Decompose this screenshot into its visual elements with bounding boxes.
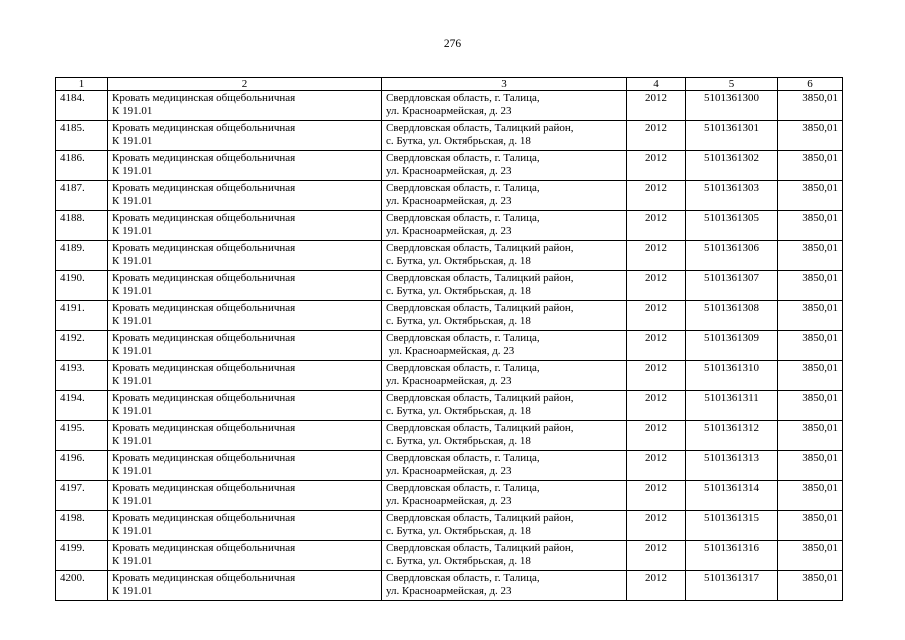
item-model-line: К 191.01 — [112, 285, 153, 297]
item-cost: 3850,01 — [778, 391, 843, 421]
item-name-line: Кровать медицинская общебольничная — [112, 482, 296, 494]
inventory-number: 5101361315 — [686, 511, 778, 541]
row-number: 4199. — [56, 541, 108, 571]
row-number: 4196. — [56, 451, 108, 481]
item-name-line: Кровать медицинская общебольничная — [112, 212, 296, 224]
item-cost: 3850,01 — [778, 121, 843, 151]
item-year: 2012 — [627, 91, 686, 121]
address-line-2: ул. Красноармейская, д. 23 — [386, 225, 512, 237]
item-name — [108, 151, 382, 181]
item-cost: 3850,01 — [778, 451, 843, 481]
table-header — [56, 78, 843, 91]
row-number: 4193. — [56, 361, 108, 391]
address-line-2: ул. Красноармейская, д. 23 — [386, 195, 512, 207]
row-number: 4198. — [56, 511, 108, 541]
item-year: 2012 — [627, 391, 686, 421]
item-name-line: Кровать медицинская общебольничная — [112, 122, 296, 134]
item-address — [382, 301, 627, 331]
column-header-name: 2 — [108, 78, 382, 91]
address-line-1: Свердловская область, Талицкий район, — [386, 542, 574, 554]
inventory-number: 5101361300 — [686, 91, 778, 121]
item-year: 2012 — [627, 361, 686, 391]
header-row — [56, 78, 843, 91]
item-name — [108, 511, 382, 541]
inventory-number: 5101361309 — [686, 331, 778, 361]
item-year: 2012 — [627, 241, 686, 271]
row-number: 4200. — [56, 571, 108, 601]
row-number: 4189. — [56, 241, 108, 271]
item-address — [382, 451, 627, 481]
table-body — [56, 91, 843, 601]
row-number: 4186. — [56, 151, 108, 181]
item-name-line: Кровать медицинская общебольничная — [112, 152, 296, 164]
item-name — [108, 421, 382, 451]
inventory-number: 5101361314 — [686, 481, 778, 511]
item-name-line: Кровать медицинская общебольничная — [112, 392, 296, 404]
address-line-2: ул. Красноармейская, д. 23 — [386, 105, 512, 117]
address-line-2: ул. Красноармейская, д. 23 — [386, 345, 515, 357]
item-year: 2012 — [627, 271, 686, 301]
item-name-line: Кровать медицинская общебольничная — [112, 362, 296, 374]
property-registry-table — [55, 77, 843, 601]
inventory-number: 5101361302 — [686, 151, 778, 181]
item-name — [108, 391, 382, 421]
inventory-number: 5101361307 — [686, 271, 778, 301]
inventory-number: 5101361310 — [686, 361, 778, 391]
table-row — [56, 481, 843, 511]
row-number: 4188. — [56, 211, 108, 241]
item-address — [382, 481, 627, 511]
item-address — [382, 511, 627, 541]
item-name-line: Кровать медицинская общебольничная — [112, 182, 296, 194]
item-cost: 3850,01 — [778, 331, 843, 361]
item-cost: 3850,01 — [778, 481, 843, 511]
column-header-year: 4 — [627, 78, 686, 91]
item-model-line: К 191.01 — [112, 555, 153, 567]
table-row — [56, 421, 843, 451]
address-line-1: Свердловская область, Талицкий район, — [386, 242, 574, 254]
row-number: 4197. — [56, 481, 108, 511]
item-name — [108, 451, 382, 481]
table-row — [56, 151, 843, 181]
item-cost: 3850,01 — [778, 361, 843, 391]
inventory-number: 5101361316 — [686, 541, 778, 571]
item-address — [382, 91, 627, 121]
address-line-2: ул. Красноармейская, д. 23 — [386, 495, 512, 507]
inventory-number: 5101361308 — [686, 301, 778, 331]
row-number: 4191. — [56, 301, 108, 331]
inventory-number: 5101361313 — [686, 451, 778, 481]
address-line-1: Свердловская область, г. Талица, — [386, 152, 540, 164]
item-name-line: Кровать медицинская общебольничная — [112, 542, 296, 554]
address-line-1: Свердловская область, Талицкий район, — [386, 122, 574, 134]
table-row — [56, 331, 843, 361]
item-name-line: Кровать медицинская общебольничная — [112, 452, 296, 464]
item-address — [382, 241, 627, 271]
address-line-2: ул. Красноармейская, д. 23 — [386, 465, 512, 477]
item-cost: 3850,01 — [778, 541, 843, 571]
item-address — [382, 571, 627, 601]
address-line-2: с. Бутка, ул. Октябрьская, д. 18 — [386, 525, 531, 537]
address-line-2: с. Бутка, ул. Октябрьская, д. 18 — [386, 315, 531, 327]
item-model-line: К 191.01 — [112, 135, 153, 147]
inventory-number: 5101361317 — [686, 571, 778, 601]
item-name-line: Кровать медицинская общебольничная — [112, 272, 296, 284]
table-row — [56, 571, 843, 601]
row-number: 4194. — [56, 391, 108, 421]
inventory-number: 5101361312 — [686, 421, 778, 451]
inventory-number: 5101361303 — [686, 181, 778, 211]
item-model-line: К 191.01 — [112, 255, 153, 267]
row-number: 4185. — [56, 121, 108, 151]
inventory-number: 5101361301 — [686, 121, 778, 151]
item-name-line: Кровать медицинская общебольничная — [112, 302, 296, 314]
item-name — [108, 271, 382, 301]
item-year: 2012 — [627, 211, 686, 241]
table-row — [56, 541, 843, 571]
address-line-2: с. Бутка, ул. Октябрьская, д. 18 — [386, 435, 531, 447]
row-number: 4184. — [56, 91, 108, 121]
table-row — [56, 181, 843, 211]
table-row — [56, 91, 843, 121]
address-line-2: ул. Красноармейская, д. 23 — [386, 165, 512, 177]
inventory-number: 5101361306 — [686, 241, 778, 271]
address-line-2: с. Бутка, ул. Октябрьская, д. 18 — [386, 135, 531, 147]
item-address — [382, 181, 627, 211]
address-line-2: с. Бутка, ул. Октябрьская, д. 18 — [386, 405, 531, 417]
item-address — [382, 421, 627, 451]
item-model-line: К 191.01 — [112, 405, 153, 417]
item-model-line: К 191.01 — [112, 345, 153, 357]
item-year: 2012 — [627, 451, 686, 481]
item-year: 2012 — [627, 301, 686, 331]
column-header-inventory: 5 — [686, 78, 778, 91]
item-model-line: К 191.01 — [112, 525, 153, 537]
item-cost: 3850,01 — [778, 211, 843, 241]
item-name — [108, 481, 382, 511]
item-year: 2012 — [627, 121, 686, 151]
item-model-line: К 191.01 — [112, 585, 153, 597]
address-line-1: Свердловская область, г. Талица, — [386, 212, 540, 224]
item-name-line: Кровать медицинская общебольничная — [112, 422, 296, 434]
address-line-2: ул. Красноармейская, д. 23 — [386, 585, 512, 597]
item-model-line: К 191.01 — [112, 315, 153, 327]
row-number: 4187. — [56, 181, 108, 211]
table-row — [56, 121, 843, 151]
item-address — [382, 391, 627, 421]
inventory-number: 5101361305 — [686, 211, 778, 241]
table-row — [56, 211, 843, 241]
address-line-2: с. Бутка, ул. Октябрьская, д. 18 — [386, 555, 531, 567]
address-line-1: Свердловская область, Талицкий район, — [386, 512, 574, 524]
item-year: 2012 — [627, 331, 686, 361]
item-year: 2012 — [627, 181, 686, 211]
item-cost: 3850,01 — [778, 301, 843, 331]
table-row — [56, 361, 843, 391]
item-name — [108, 361, 382, 391]
item-year: 2012 — [627, 421, 686, 451]
address-line-1: Свердловская область, Талицкий район, — [386, 392, 574, 404]
item-year: 2012 — [627, 541, 686, 571]
item-name — [108, 211, 382, 241]
item-name — [108, 541, 382, 571]
item-model-line: К 191.01 — [112, 195, 153, 207]
item-year: 2012 — [627, 151, 686, 181]
item-model-line: К 191.01 — [112, 495, 153, 507]
item-model-line: К 191.01 — [112, 165, 153, 177]
item-address — [382, 331, 627, 361]
table-row — [56, 511, 843, 541]
table-row — [56, 391, 843, 421]
item-name — [108, 91, 382, 121]
row-number: 4192. — [56, 331, 108, 361]
item-name-line: Кровать медицинская общебольничная — [112, 332, 296, 344]
address-line-1: Свердловская область, г. Талица, — [386, 482, 540, 494]
item-address — [382, 541, 627, 571]
item-name — [108, 121, 382, 151]
row-number: 4195. — [56, 421, 108, 451]
page-number: 276 — [443, 38, 462, 50]
item-name — [108, 571, 382, 601]
item-name — [108, 241, 382, 271]
item-name — [108, 301, 382, 331]
item-year: 2012 — [627, 511, 686, 541]
item-name — [108, 331, 382, 361]
item-name-line: Кровать медицинская общебольничная — [112, 512, 296, 524]
item-address — [382, 271, 627, 301]
address-line-2: с. Бутка, ул. Октябрьская, д. 18 — [386, 285, 531, 297]
address-line-1: Свердловская область, г. Талица, — [386, 92, 540, 104]
row-number: 4190. — [56, 271, 108, 301]
item-year: 2012 — [627, 481, 686, 511]
item-model-line: К 191.01 — [112, 105, 153, 117]
table-row — [56, 451, 843, 481]
item-cost: 3850,01 — [778, 421, 843, 451]
table-row — [56, 271, 843, 301]
address-line-1: Свердловская область, Талицкий район, — [386, 422, 574, 434]
item-model-line: К 191.01 — [112, 435, 153, 447]
item-cost: 3850,01 — [778, 511, 843, 541]
item-name-line: Кровать медицинская общебольничная — [112, 572, 296, 584]
item-name-line: Кровать медицинская общебольничная — [112, 242, 296, 254]
column-header-cost: 6 — [778, 78, 843, 91]
item-address — [382, 211, 627, 241]
address-line-1: Свердловская область, г. Талица, — [386, 332, 540, 344]
inventory-number: 5101361311 — [686, 391, 778, 421]
address-line-2: с. Бутка, ул. Октябрьская, д. 18 — [386, 255, 531, 267]
item-cost: 3850,01 — [778, 241, 843, 271]
address-line-1: Свердловская область, Талицкий район, — [386, 302, 574, 314]
address-line-2: ул. Красноармейская, д. 23 — [386, 375, 512, 387]
item-address — [382, 121, 627, 151]
item-cost: 3850,01 — [778, 151, 843, 181]
item-name-line: Кровать медицинская общебольничная — [112, 92, 296, 104]
address-line-1: Свердловская область, г. Талица, — [386, 452, 540, 464]
address-line-1: Свердловская область, г. Талица, — [386, 362, 540, 374]
address-line-1: Свердловская область, г. Талица, — [386, 572, 540, 584]
item-year: 2012 — [627, 571, 686, 601]
item-model-line: К 191.01 — [112, 225, 153, 237]
column-header-address: 3 — [382, 78, 627, 91]
item-cost: 3850,01 — [778, 571, 843, 601]
item-cost: 3850,01 — [778, 181, 843, 211]
item-model-line: К 191.01 — [112, 465, 153, 477]
item-address — [382, 361, 627, 391]
table-row — [56, 241, 843, 271]
item-address — [382, 151, 627, 181]
address-line-1: Свердловская область, г. Талица, — [386, 182, 540, 194]
item-cost: 3850,01 — [778, 271, 843, 301]
item-model-line: К 191.01 — [112, 375, 153, 387]
address-line-1: Свердловская область, Талицкий район, — [386, 272, 574, 284]
item-cost: 3850,01 — [778, 91, 843, 121]
column-header-number: 1 — [56, 78, 108, 91]
table-row — [56, 301, 843, 331]
item-name — [108, 181, 382, 211]
